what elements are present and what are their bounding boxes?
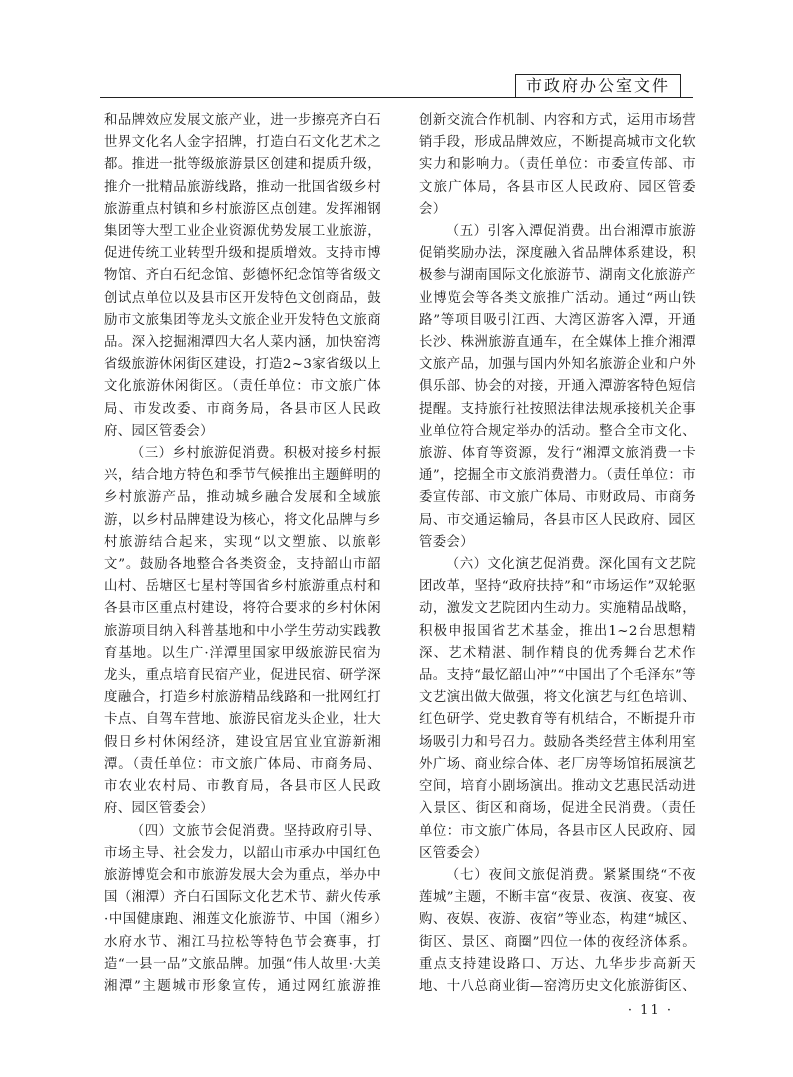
page-number: · 11 ·: [627, 1003, 673, 1018]
paragraph: 创新交流合作机制、内容和方式，运用市场营销手段，形成品牌效应，不断提高城市文化软实力和影响力。（责任单位：市委宣传部、市文旅广体局，各县市区人民政府、园区管委会）: [419, 113, 696, 217]
header-divider: [100, 97, 693, 98]
paragraph: 和品牌效应发展文旅产业，进一步擦亮齐白石世界文化名人金字招牌，打造白石文化艺术之都。推进一批等级旅游景区创建和提质升级，推介一批精品旅游线路，推动一批国省级乡村旅游重点村镇和乡村旅游区点创建。发挥湘钢集团等大型工业企业资源优势发展工业旅游，促进传统工业转型升级和提质增效。支持市博物馆、齐白石纪念馆、彭德怀纪念馆等省级文创试点单位以及县市区开发特色文创商品，鼓励市文旅集团等龙头文旅企业开发特色文旅商品。深入挖掘湘潭四大名人菜内涵，加快窑湾省级旅游休闲街区建设，打造2~3家省级以上文化旅游休闲街区。（责任单位：市文旅广体局、市发改委、市商务局，各县市区人民政府、园区管委会）: [104, 113, 381, 439]
paragraph-performing-arts: （六）文化演艺促消费。深化国有文艺院团改革，坚持“政府扶持”和“市场运作”双轮驱动，激发文艺院团内生动力。实施精品战略，积极申报国省艺术基金，推出1~2台思想精深、艺术精湛、制作精良的优秀舞台艺术作品。支持“最忆韶山冲”“中国出了个毛泽东”等文艺演出做大做强，将文化演艺与红色培训、红色研学、党史教育等有机结合，不断提升市场吸引力和号召力。鼓励各类经营主体利用室外广场、商业综合体、老厂房等场馆拓展演艺空间，培育小剧场演出。推动文艺惠民活动进入景区、街区和商场，促进全民消费。（责任单位：市文旅广体局，各县市区人民政府、园区管委会）: [419, 557, 696, 861]
paragraph-rural-tourism: （三）乡村旅游促消费。积极对接乡村振兴，结合地方特色和季节气候推出主题鲜明的乡村旅游产品，推动城乡融合发展和全域旅游，以乡村品牌建设为核心，将文化品牌与乡村旅游结合起来，实现“以文塑旅、以旅彰文”。鼓励各地整合各类资金，支持韶山市韶山村、岳塘区七星村等国省乡村旅游重点村和各县市区重点村建设，将符合要求的乡村休闲旅游项目纳入科普基地和中小学生劳动实践教育基地。以生广·洋潭里国家甲级旅游民宿为龙头，重点培育民宿产业，促进民宿、研学深度融合，打造乡村旅游精品线路和一批网红打卡点、自驾车营地、旅游民宿龙头企业，壮大假日乡村休闲经济，建设宜居宜业宜游新湘潭。（责任单位：市文旅广体局、市商务局、市农业农村局、市教育局，各县市区人民政府、园区管委会）: [104, 446, 381, 817]
document-header-tag: 市政府办公室文件: [515, 74, 681, 97]
left-column: [104, 110, 381, 998]
paragraph-night-tourism: （七）夜间文旅促消费。紧紧围绕“不夜莲城”主题，不断丰富“夜景、夜演、夜宴、夜购、夜娱、夜游、夜宿”等业态，构建“城区、街区、景区、商圈”四位一体的夜经济体系。重点支持建设路口、万达、九华步步高新天地、十八总商业街—窑湾历史文化旅游街区、: [419, 867, 696, 994]
body-text: [104, 110, 696, 998]
paragraph-inbound-visitors: （五）引客入潭促消费。出台湘潭市旅游促销奖励办法，深度融入省品牌体系建设，积极参与湖南国际文化旅游节、湖南文化旅游产业博览会等各类文旅推广活动。通过“两山铁路”等项目吸引江西、大湾区游客入潭，开通长沙、株洲旅游直通车，在全媒体上推介湘潭文旅产品，加强与国内外知名旅游企业和户外俱乐部、协会的对接，开通入潭游客特色短信提醒。支持旅行社按照法律法规承接机关企事业单位符合规定举办的活动。整合全市文化、旅游、体育等资源，发行“湘潭文旅消费一卡通”，挖掘全市文旅消费潜力。（责任单位：市委宣传部、市文旅广体局、市财政局、市商务局、市交通运输局，各县市区人民政府、园区管委会）: [419, 224, 696, 550]
right-column: [419, 110, 696, 998]
paragraph-festival-events: （四）文旅节会促消费。坚持政府引导、市场主导、社会发力，以韶山市承办中国红色旅游博览会和市旅游发展大会为重点，举办中国（湘潭）齐白石国际文化艺术节、薪火传承·中国健康跑、湘莲文化旅游节、中国（湘乡）水府水节、湘江马拉松等特色节会赛事，打造“一县一品”文旅品牌。加强“伟人故里·大美湘潭”主题城市形象宣传，通过网红旅游推: [104, 823, 381, 994]
